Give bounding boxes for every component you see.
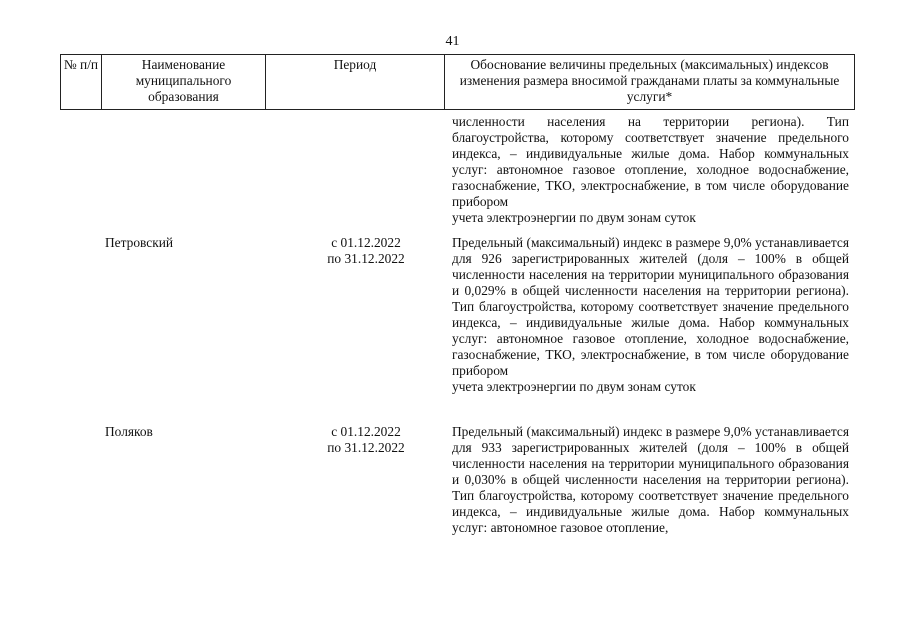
period-end: по 31.12.2022 <box>327 440 405 455</box>
basis-paragraph: Предельный (максимальный) индекс в размере 9,0% устанавливается для 926 зарегистрированных жителей (доля – 100% в общей численности населения на территории муниципального образования и 0,029% в общей численности населения на территории региона). Тип благоустройства, которому соответствует значение предельного индекса, – индивидуальные жилые дома. Набор коммунальных услуг: автономное газовое отопление, холодное водоснабжение, газоснабжение, ТКО, электроснабжение, в том числе оборудование прибором <box>452 235 849 378</box>
header-basis: Обоснование величины предельных (максимальных) индексов изменения размера вносимой гражданами платы за коммунальные услуги* <box>459 57 840 104</box>
continuation-paragraph-end: учета электроэнергии по двум зонам суток <box>452 210 696 225</box>
page-number: 41 <box>445 34 460 49</box>
basis-text <box>452 424 849 536</box>
period-start: с 01.12.2022 <box>331 424 401 439</box>
period-cell <box>318 235 414 267</box>
period-cell <box>318 424 414 456</box>
basis-paragraph: Предельный (максимальный) индекс в размере 9,0% устанавливается для 933 зарегистрированных жителей (доля – 100% в общей численности населения на территории муниципального образования и 0,030% в общей численности населения на территории региона). Тип благоустройства, которому соответствует значение предельного индекса, – индивидуальные жилые дома. Набор коммунальных услуг: автономное газовое отопление, <box>452 424 849 535</box>
header-municipality: Наименование муниципального образования <box>102 55 266 109</box>
table-header <box>60 54 855 110</box>
municipality-name: Петровский <box>105 235 174 250</box>
basis-text <box>452 235 849 395</box>
header-period: Период <box>266 55 445 109</box>
municipality-name: Поляков <box>105 424 153 439</box>
continuation-paragraph: численности населения на территории региона). Тип благоустройства, которому соответствует значение предельного индекса, – индивидуальные жилые дома. Набор коммунальных услуг: автономное газовое отопление, холодное водоснабжение, газоснабжение, ТКО, электроснабжение, в том числе оборудование прибором <box>452 114 849 209</box>
continuation-text <box>452 114 849 226</box>
period-start: с 01.12.2022 <box>331 235 401 250</box>
period-end: по 31.12.2022 <box>327 251 405 266</box>
basis-paragraph-end: учета электроэнергии по двум зонам суток <box>452 379 696 394</box>
header-number: № п/п <box>61 55 102 109</box>
